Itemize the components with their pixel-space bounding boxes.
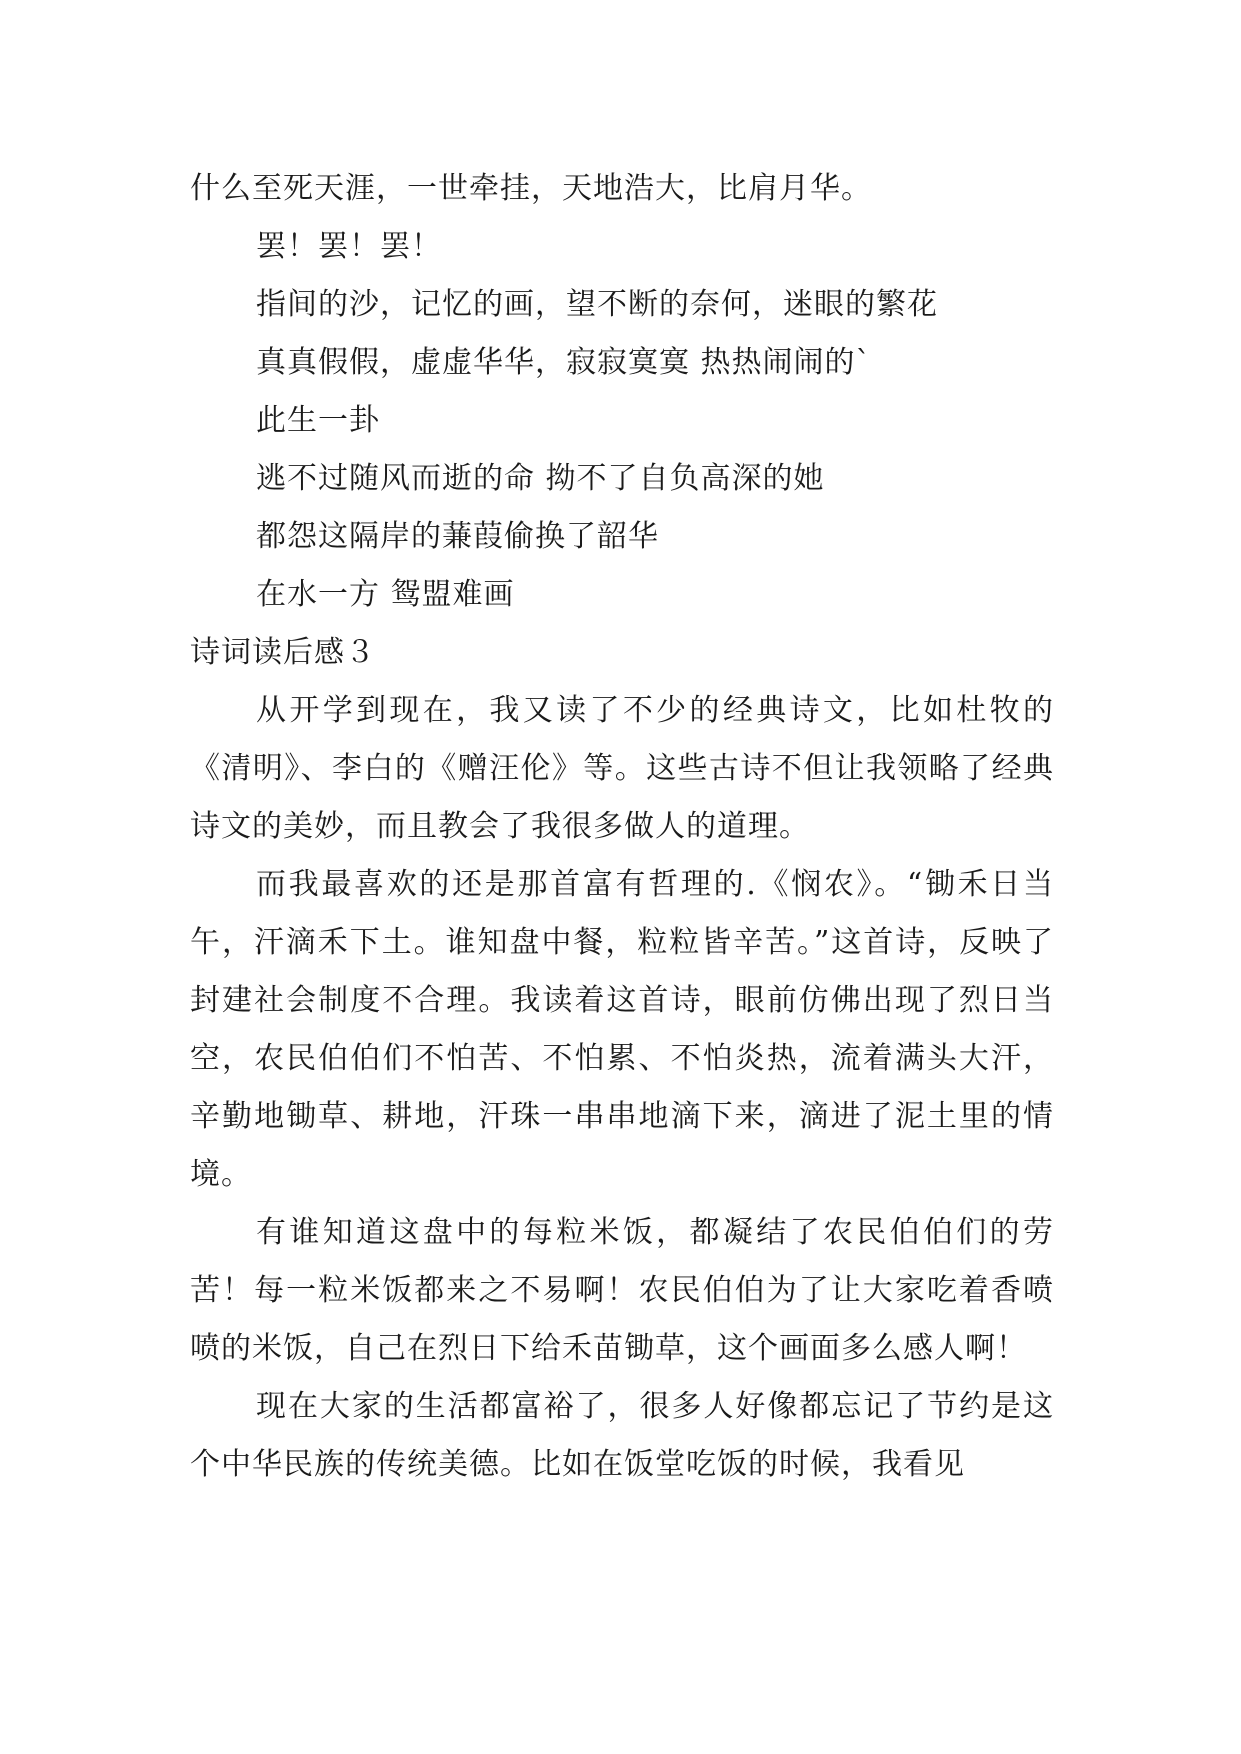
document-body bbox=[190, 160, 1054, 1494]
poem-line: 指间的沙，记忆的画，望不断的奈何，迷眼的繁花 bbox=[256, 287, 938, 322]
poem-line: 逃不过随风而逝的命 拗不了自负高深的她 bbox=[256, 461, 825, 496]
body-paragraph: 有谁知道这盘中的每粒米饭，都凝结了农民伯伯们的劳苦！每一粒米饭都来之不易啊！农民伯伯为了让大家吃着香喷喷的米饭，自己在烈日下给禾苗锄草，这个画面多么感人啊！ bbox=[190, 1215, 1054, 1366]
poem-line: 罢！罢！罢！ bbox=[256, 229, 442, 264]
poem-line: 此生一卦 bbox=[256, 403, 380, 438]
body-paragraph: 从开学到现在，我又读了不少的经典诗文，比如杜牧的《清明》、李白的《赠汪伦》等。这些古诗不但让我领略了经典诗文的美妙，而且教会了我很多做人的道理。 bbox=[190, 693, 1054, 844]
poem-line: 真真假假，虚虚华华，寂寂寞寞 热热闹闹的` bbox=[256, 345, 872, 380]
body-paragraph: 现在大家的生活都富裕了，很多人好像都忘记了节约是这个中华民族的传统美德。比如在饭堂吃饭的时候，我看见 bbox=[190, 1389, 1054, 1482]
poem-line: 在水一方 鸳盟难画 bbox=[256, 577, 515, 612]
section-heading: 诗词读后感３ bbox=[190, 635, 376, 670]
poem-line: 都怨这隔岸的蒹葭偷换了韶华 bbox=[256, 519, 659, 554]
body-paragraph: 而我最喜欢的还是那首富有哲理的.《悯农》。“锄禾日当午，汗滴禾下土。谁知盘中餐，粒粒皆辛苦。”这首诗，反映了封建社会制度不合理。我读着这首诗，眼前仿佛出现了烈日当空，农民伯伯们不怕苦、不怕累、不怕炎热，流着满头大汗，辛勤地锄草、耕地，汗珠一串串地滴下来，滴进了泥土里的情境。 bbox=[190, 867, 1054, 1192]
poem-line: 什么至死天涯，一世牵挂，天地浩大，比肩月华。 bbox=[190, 171, 872, 206]
